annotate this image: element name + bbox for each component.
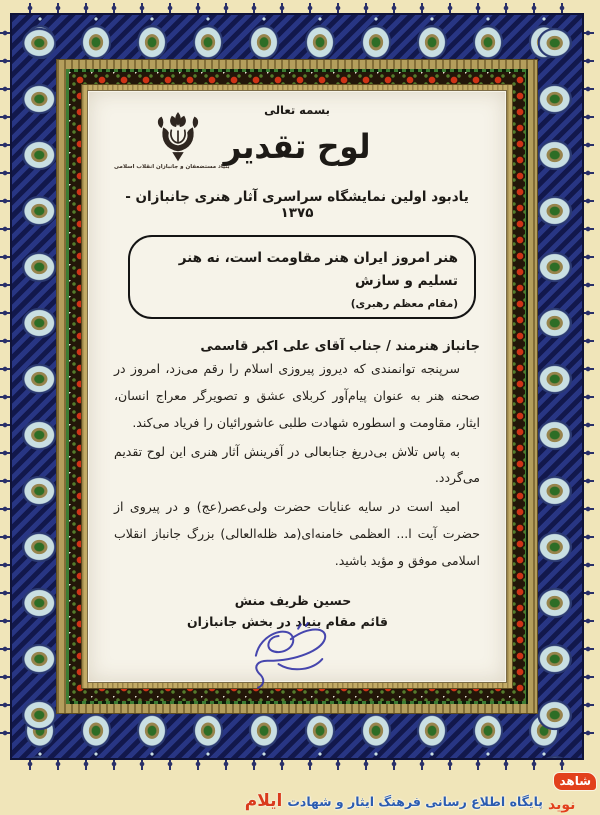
navid-shahed-watermark — [245, 771, 598, 813]
border-medallions-left — [12, 15, 56, 758]
certificate-paper — [87, 90, 507, 683]
leader-quote-attribution: (مقام معظم رهبری) — [350, 297, 458, 310]
signer-name: حسین ظریف منش — [234, 592, 352, 608]
watermark-city-name: ایلام — [244, 791, 283, 811]
watermark-logo-bottom-word: نوید — [548, 797, 576, 813]
watermark-site-text: پایگاه اطلاع رسانی فرهنگ ایثار و شهادت — [287, 794, 543, 809]
addressee-line: جانباز هنرمند / جناب آقای علی اکبر قاسمی — [200, 338, 480, 354]
border-finial-fringe-bottom — [16, 759, 578, 770]
border-medallions-right — [538, 15, 582, 758]
border-medallions-top — [12, 15, 582, 59]
border-green-checker-band — [66, 69, 528, 704]
handwritten-signature — [232, 615, 357, 697]
body-paragraph-3: امید است در سایه عنایات حضرت ولی‌عصر(عج) و در پیروی از حضرت آیت ا... العظمی خامنه‌ای(مد ظله‌العالی) بزرگ جانباز انقلاب اسلامی موفق و مؤید باشید. — [114, 499, 480, 568]
illuminated-border-frame — [10, 13, 584, 760]
body-paragraph-2: به پاس تلاش بی‌دریغ جنابعالی در آفرینش آثار هنری این لوح تقدیم می‌گردد. — [114, 443, 480, 486]
border-inner-gold-band — [81, 84, 513, 689]
leader-quote-box — [128, 235, 476, 319]
watermark-logo-top-word: شاهد — [554, 773, 596, 790]
exhibition-subtitle: یادبود اولین نمایشگاه سراسری آثار هنری جانبازان - ۱۳۷۵ — [125, 189, 469, 221]
signature-block — [186, 592, 388, 629]
bismillah-text: بسمه تعالی — [264, 103, 330, 117]
signer-role: قائم مقام بنیاد در بخش جانبازان — [186, 613, 388, 629]
border-gold-meander-band — [56, 59, 538, 714]
border-finial-fringe-right — [583, 19, 594, 754]
border-red-floral-band — [69, 72, 525, 701]
navid-shahed-logo-icon — [548, 771, 598, 813]
certificate-title: لوح تقدیر — [223, 127, 371, 167]
leader-quote-text: هنر امروز ایران هنر مقاومت است، نه هنر تسلیم و سازش — [178, 250, 458, 289]
foundation-logo-caption: بنیاد مستضعفان و جانبازان انقلاب اسلامی — [113, 163, 230, 170]
border-navy-medallion-band — [10, 13, 584, 760]
body-paragraph-1: سرپنجه توانمندی که دیروز پیروزی اسلام را رقم می‌زد، امروز در صحنه هنر به عنوان پیام‌آور کربلای عشق و تصویرگر معراج انسان، ایثار، مقاومت و اسطوره شهادت طلبی عاشورائیان را فریاد می‌کند. — [114, 360, 480, 430]
border-medallions-bottom — [12, 714, 582, 758]
